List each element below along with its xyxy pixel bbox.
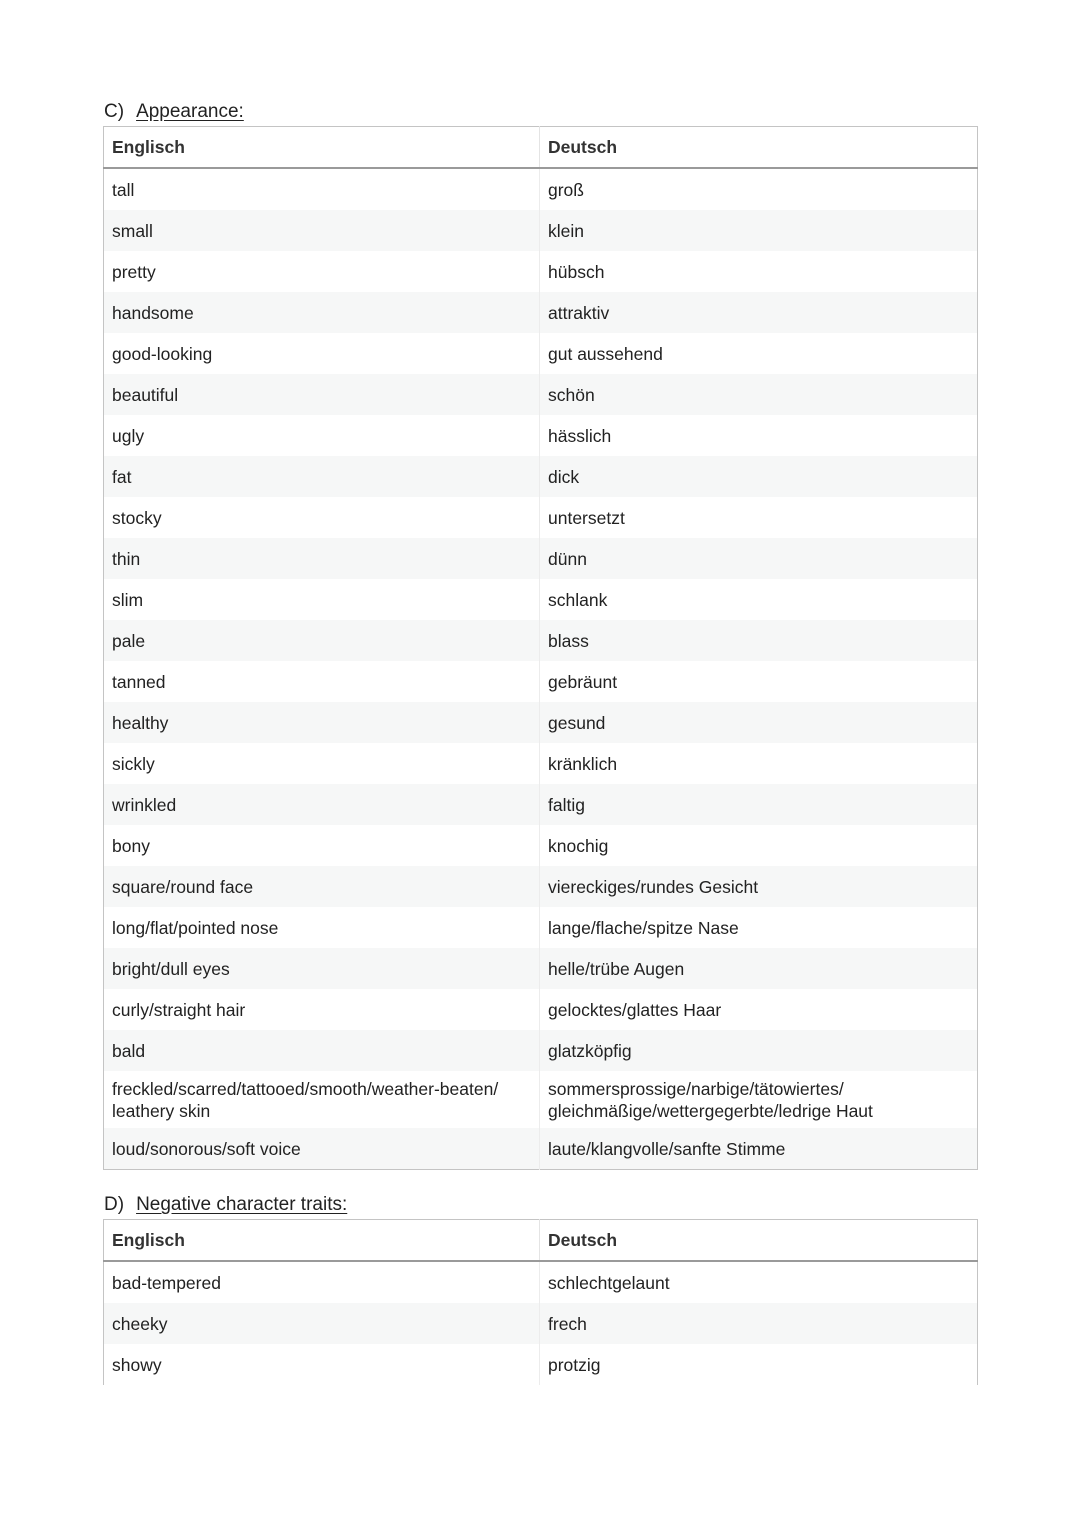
german-cell: lange/flache/spitze Nase	[548, 917, 739, 938]
section-letter: D)	[104, 1194, 125, 1215]
table-row	[104, 579, 978, 620]
english-cell: ugly	[104, 415, 540, 456]
german-cell: dick	[540, 456, 978, 497]
column-header-german: Deutsch	[540, 127, 978, 169]
german-cell: attraktiv	[540, 292, 978, 333]
german-cell: groß	[548, 179, 584, 200]
table-row	[104, 538, 978, 579]
german-cell: laute/klangvolle/sanfte Stimme	[540, 1128, 978, 1170]
english-cell: bright/dull eyes	[104, 948, 540, 989]
english-cell: good-looking	[104, 333, 540, 374]
table-header-row	[104, 1220, 978, 1262]
german-cell: schlank	[548, 589, 608, 610]
english-cell: slim	[104, 579, 540, 620]
table-row	[104, 168, 978, 210]
german-cell: hübsch	[548, 261, 605, 282]
table-row	[104, 825, 978, 866]
table-row	[104, 251, 978, 292]
table-row	[104, 866, 978, 907]
english-cell: cheeky	[104, 1303, 540, 1344]
table-row	[104, 702, 978, 743]
english-cell: loud/sonorous/soft voice	[104, 1128, 540, 1170]
table-row	[104, 907, 978, 948]
table-row	[104, 989, 978, 1030]
german-cell: blass	[540, 620, 978, 661]
table-row	[104, 1261, 978, 1303]
column-header-german: Deutsch	[540, 1220, 978, 1262]
section-title: Appearance:	[136, 101, 244, 122]
appearance-vocabulary-table	[103, 126, 978, 1170]
english-cell: freckled/scarred/tattooed/smooth/weather-beaten/ leathery skin	[104, 1071, 540, 1128]
section-title: Negative character traits:	[136, 1194, 348, 1215]
section-heading-negative-traits	[104, 1194, 347, 1216]
german-cell: frech	[540, 1303, 978, 1344]
english-cell: long/flat/pointed nose	[104, 907, 540, 948]
table-row	[104, 661, 978, 702]
table-row	[104, 415, 978, 456]
german-cell: gebräunt	[548, 671, 618, 692]
english-cell: wrinkled	[104, 784, 540, 825]
english-cell: stocky	[104, 497, 540, 538]
english-cell: tanned	[104, 661, 540, 702]
english-cell: small	[104, 210, 540, 251]
german-cell: gut aussehend	[548, 343, 663, 364]
german-cell: hässlich	[548, 425, 612, 446]
table-row	[104, 948, 978, 989]
german-cell: sommersprossige/narbige/tätowiertes/ gleichmäßige/wettergegerbte/ledrige Haut	[548, 1078, 873, 1121]
table-row	[104, 1128, 978, 1170]
german-cell: untersetzt	[548, 507, 625, 528]
german-cell: protzig	[548, 1354, 601, 1375]
section-heading-appearance	[104, 101, 244, 123]
table-row	[104, 620, 978, 661]
english-cell: pretty	[104, 251, 540, 292]
german-cell: gesund	[540, 702, 978, 743]
german-cell: glatzköpfig	[540, 1030, 978, 1071]
english-cell: bald	[104, 1030, 540, 1071]
german-cell: schön	[540, 374, 978, 415]
table-header-row	[104, 127, 978, 169]
table-row	[104, 497, 978, 538]
table-row	[104, 1303, 978, 1344]
table-row	[104, 1030, 978, 1071]
german-cell: helle/trübe Augen	[540, 948, 978, 989]
german-cell: viereckiges/rundes Gesicht	[540, 866, 978, 907]
english-cell: beautiful	[104, 374, 540, 415]
english-cell: bad-tempered	[104, 1261, 540, 1303]
table-row	[104, 743, 978, 784]
section-letter: C)	[104, 101, 125, 122]
table-row	[104, 1344, 978, 1385]
english-cell: fat	[104, 456, 540, 497]
english-cell: showy	[104, 1344, 540, 1385]
english-cell: tall	[104, 168, 540, 210]
english-cell: square/round face	[104, 866, 540, 907]
german-cell: knochig	[548, 835, 609, 856]
english-cell: healthy	[104, 702, 540, 743]
german-cell: kränklich	[548, 753, 618, 774]
english-cell: pale	[104, 620, 540, 661]
german-cell: klein	[540, 210, 978, 251]
german-cell: faltig	[540, 784, 978, 825]
table-row	[104, 784, 978, 825]
table-row	[104, 1071, 978, 1128]
negative-traits-vocabulary-table	[103, 1219, 978, 1385]
table-row	[104, 292, 978, 333]
german-cell: schlechtgelaunt	[548, 1272, 670, 1293]
english-cell: thin	[104, 538, 540, 579]
table-row	[104, 333, 978, 374]
table-row	[104, 210, 978, 251]
table-row	[104, 456, 978, 497]
column-header-english: Englisch	[104, 1220, 540, 1262]
german-cell: dünn	[540, 538, 978, 579]
column-header-english: Englisch	[104, 127, 540, 169]
english-cell: curly/straight hair	[104, 989, 540, 1030]
german-cell: gelocktes/glattes Haar	[548, 999, 722, 1020]
english-cell: bony	[104, 825, 540, 866]
english-cell: handsome	[104, 292, 540, 333]
table-row	[104, 374, 978, 415]
english-cell: sickly	[104, 743, 540, 784]
